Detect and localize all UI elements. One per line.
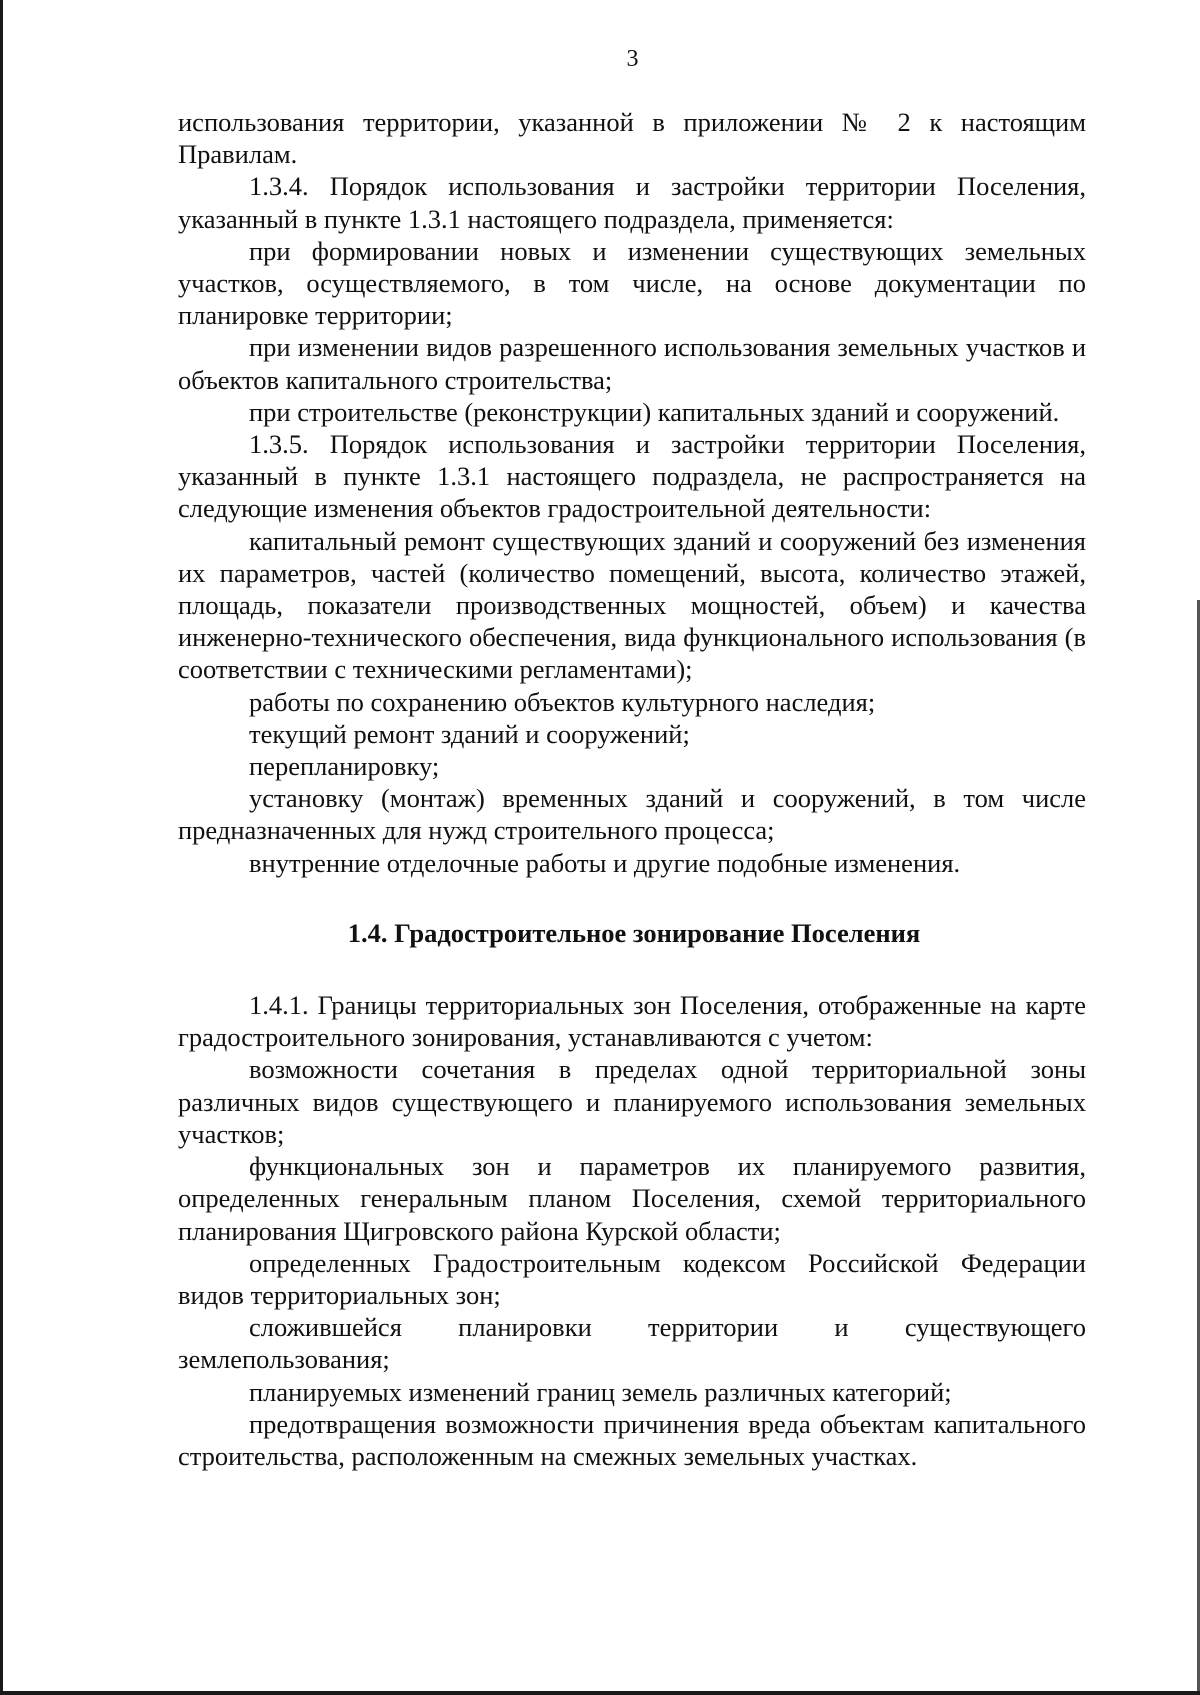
paragraph-1-3-5: 1.3.5. Порядок использования и застройки территории Поселения, указанный в пункте 1.3.1 настоящего подраздела, не распространяется на следующие изменения объектов градостроительной деятельности: — [178, 429, 1086, 524]
list-item: сложившейся планировки территории и существующего землепользования; — [178, 1312, 1086, 1375]
list-item: текущий ремонт зданий и сооружений; — [249, 718, 690, 749]
list-item: функциональных зон и параметров их планируемого развития, определенных генеральным планом Поселения, схемой территориального планирования Щигровского района Курской области; — [178, 1151, 1086, 1246]
paragraph-1-3-4: 1.3.4. Порядок использования и застройки территории Поселения, указанный в пункте 1.3.1 настоящего подраздела, применяется: — [178, 171, 1086, 234]
list-item: определенных Градостроительным кодексом Российской Федерации видов территориальных зон; — [178, 1247, 1086, 1310]
list-item: работы по сохранению объектов культурного наследия; — [249, 686, 876, 717]
list-item: перепланировку; — [249, 751, 440, 782]
scan-border-left — [0, 0, 3, 1695]
paragraph-1-4-1: 1.4.1. Границы территориальных зон Поселения, отображенные на карте градостроительного зонирования, устанавливаются с учетом: — [178, 990, 1086, 1053]
list-item: капитальный ремонт существующих зданий и сооружений без изменения их параметров, частей (количество помещений, высота, количество этажей, площадь, показатели производственных мощностей, объем) и качества инженерно-технического обеспечения, вида функционального использования (в соответствии с техническими регламентами); — [178, 525, 1086, 685]
list-item: возможности сочетания в пределах одной территориальной зоны различных видов существующего и планируемого использования земельных участков; — [178, 1054, 1086, 1149]
list-item: внутренние отделочные работы и другие подобные изменения. — [249, 847, 961, 878]
list-item: установку (монтаж) временных зданий и сооружений, в том числе предназначенных для нужд строительного процесса; — [178, 783, 1086, 846]
paragraph-continuation: использования территории, указанной в приложении № 2 к настоящим Правилам. — [178, 107, 1086, 170]
list-item: предотвращения возможности причинения вреда объектам капитального строительства, расположенным на смежных земельных участках. — [178, 1408, 1086, 1471]
scan-border-bottom — [0, 1691, 1200, 1695]
list-item: при формировании новых и изменении существующих земельных участков, осуществляемого, в том числе, на основе документации по планировке территории; — [178, 235, 1086, 331]
page-number: 3 — [626, 46, 639, 72]
list-item: при изменении видов разрешенного использования земельных участков и объектов капитального строительства; — [178, 332, 1086, 395]
list-item: планируемых изменений границ земель различных категорий; — [249, 1376, 952, 1407]
document-body — [178, 106, 1086, 1472]
section-heading: 1.4. Градостроительное зонирование Поселения — [347, 917, 921, 948]
list-item: при строительстве (реконструкции) капитальных зданий и сооружений. — [249, 396, 1060, 427]
